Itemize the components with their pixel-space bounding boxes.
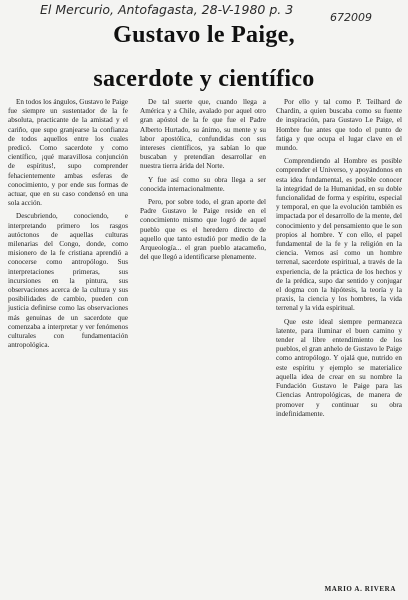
paragraph: Comprendiendo al Hombre es posible comprender el Universo, y apoyándonos en esta idea fundamental, es posible conocer la integridad de la Humanidad, en su doble funcionalidad de forma y espíritu, especial y temporal, en que la evolución también es impactada por el desarrollo de la mente, del conocimiento y del pensamiento que le son propios al hombre. Y con ello, el papel fundamental de la fe y la religión en la ciencia. Vemos así como un hombre terrenal, sacerdote espiritual, a través de la experiencia, de la práctica de los hechos y de la prédica, supo dar sentido y conjugar el dogma con la hipótesis, la teoría y la praxis, la ciencia y los hombres, la vida terrenal y la vida espiritual. (276, 157, 402, 313)
paragraph: Por ello y tal como P. Teilhard de Chardin, a quien buscaba como su fuente de inspiración, para Gustavo Le Paige, el Hombre fue antes que todo el punto de fatiga y que ocupa el lugar clave en el mundo. (276, 98, 402, 153)
handwritten-archive-id: 672009 (330, 11, 372, 24)
headline-line-2: sacerdote y científico (93, 66, 315, 92)
paragraph: En todos los ángulos, Gustavo le Paige fue siempre un sustentador de la fe absoluta, practicante de la amistad y el cariño, que supo granjearse la confianza de todos aquellos entre los cuales predicó. Como sacerdote y como científico, ¡qué maravillosa conjunción de espíritus!, supo comprender fehacientemente ambas esferas de conocimiento, y por ende sus formas de actuar, que en su caso condensó en una sola acción. (8, 98, 128, 208)
paragraph: De tal suerte que, cuando llega a América y a Chile, avalado por aquel otro gran apóstol de la fe que fue el Padre Alberto Hurtado, su ánimo, su mente y su labor apostólica, confundidas con sus intereses científicos, ya sabían lo que buscaban y pretendían desarrollar en nuestra tierra árida del Norte. (140, 98, 266, 171)
paragraph: Pero, por sobre todo, el gran aporte del Padre Gustavo le Paige reside en el conocimiento mismo que logró de aquel pueblo que es el heredero directo de aquello que tanto estudió por medio de la Arqueología... el gran pueblo atacameño, del que llegó a identificarse plenamente. (140, 198, 266, 262)
paragraph: Descubriendo, conociendo, e interpretando primero los rasgos autóctonos de aquellas culturas milenarias del Congo, donde, como misionero de la fe cristiana aprendió a conocerse como antropólogo. Sus interpretaciones primeras, sus incursiones en la pintura, sus observaciones acerca de la cultura y sus posibilidades de cambio, pueden con justicia definirse como las observaciones más genuinas de un sacerdote que comenzaba a interpretar y ver fenómenos culturales con fundamentación antropológica. (8, 212, 128, 350)
article-column-1 (8, 98, 128, 354)
article-column-2 (140, 98, 266, 266)
handwritten-source-note: El Mercurio, Antofagasta, 28-V-1980 p. 3 (40, 2, 294, 17)
author-byline: MARIO A. RIVERA (324, 585, 396, 593)
headline-line-1: Gustavo le Paige, (113, 22, 295, 48)
paragraph: Y fue así como su obra llega a ser conocida internacionalmente. (140, 175, 266, 193)
paragraph: Que este ideal siempre permanezca latente, para iluminar el buen camino y tender al libre entendimiento de los pueblos, el gran anhelo de Gustavo le Paige como antropólogo. Y ojalá que, nutrido en este espíritu y ejemplo se materialice aquella idea de crear en su nombre la Fundación Gustavo le Paige para las Ciencias Antropológicas, de manera de promover y continuar su obra indefinidamente. (276, 317, 402, 418)
article-column-3 (276, 98, 402, 423)
